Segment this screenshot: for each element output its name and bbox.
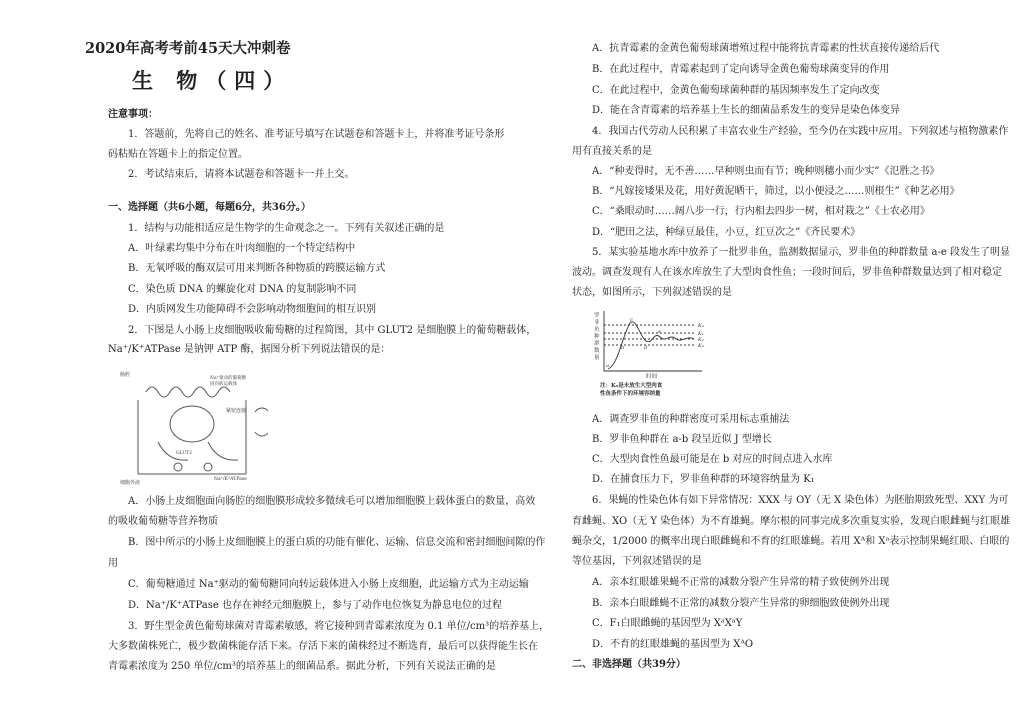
question-line: 4．我国古代劳动人民积累了丰富农业生产经验，至今仍在实践中应用。下列叙述与植物激素作 — [592, 126, 1009, 137]
fig1-label: GLUT2 — [176, 451, 192, 456]
graph-ylabel: 罗 — [594, 313, 600, 319]
question-line: 3．野生型金黄色葡萄球菌对青霉素敏感，将它接种到青霉素浓度为 0.1 单位/cm³的培养基上， — [128, 621, 550, 632]
page-title: 2020年高考考前45天大冲刺卷 — [85, 40, 291, 57]
graph-note: 注：K₀是未放生大型肉食 — [600, 383, 663, 389]
question-line: 育雌蝇、XO（无 Y 染色体）为不育雄蝇。摩尔根的同事完成多次重复实验，发现白眼雌蝇与红眼雄 — [572, 516, 1011, 527]
question-line: D．“肥田之法，种绿豆最佳，小豆，红豆次之”《齐民要术》 — [592, 227, 861, 238]
k-label: K₃ — [698, 343, 704, 349]
question-line: 1．结构与功能相适应是生物学的生命观念之一。下列有关叙述正确的是 — [128, 223, 445, 234]
question-line: A．叶绿素均集中分布在叶肉细胞的一个特定结构中 — [128, 243, 356, 254]
question-line: 用有直接关系的是 — [572, 146, 652, 157]
point-label: a — [606, 363, 609, 369]
question-line: C．大型肉食性鱼最可能是在 b 对应的时间点进入水库 — [592, 454, 833, 465]
question-line: 蝇杂交，1/2000 的概率出现白眼雌蝇和不育的红眼雄蝇。若用 Xᴬ和 Xᵃ表示控制果蝇红眼、白眼的 — [572, 536, 1010, 547]
question-line: D．能在含青霉素的培养基上生长的细菌品系发生的变异是染色体变异 — [592, 105, 901, 116]
svg-text:群: 群 — [594, 341, 600, 347]
svg-text:数: 数 — [594, 348, 600, 354]
population-graph — [592, 307, 742, 399]
question-line: 6．果蝇的性染色体有如下异常情况：XXX 与 OY（无 X 染色体）为胚胎期致死型、XXY 为可 — [592, 495, 1009, 506]
fig1-label: Na⁺/K⁺ATPase — [214, 477, 247, 482]
notes-line: 2．考试结束后，请将本试题卷和答题卡一并上交。 — [128, 169, 355, 180]
point-label: d — [644, 345, 648, 351]
fig1-label: 细胞外液 — [120, 480, 141, 486]
intestine-cell-figure — [118, 362, 268, 486]
question-line: 5．某实验基地水库中放养了一批罗非鱼，监测数据显示，罗非鱼的种群数量 a-e 段发生了明显 — [592, 247, 1010, 258]
svg-text:鱼: 鱼 — [594, 327, 600, 333]
k-label: K₂ — [698, 337, 704, 343]
question-line: 状态，如图所示，下列叙述错误的是 — [572, 287, 732, 298]
question-line: B．图中所示的小肠上皮细胞膜上的蛋白质的功能有催化、运输、信息交流和密封细胞间隙的作 — [128, 537, 546, 548]
question-line: C．在此过程中，金黄色葡萄球菌种群的基因频率发生了定向改变 — [592, 85, 880, 96]
question-line: C．葡萄糖通过 Na⁺驱动的葡萄糖同向转运载体进入小肠上皮细胞，此运输方式为主动运输 — [128, 579, 529, 590]
question-line: B．罗非鱼种群在 a-b 段呈近似 J 型增长 — [592, 434, 772, 445]
question-line: 的吸收葡萄糖等营养物质 — [108, 516, 218, 527]
graph-xlabel: 时间 — [646, 374, 658, 380]
question-line: D．Na⁺/K⁺ATPase 也存在神经元细胞膜上，参与了动作电位恢复为静息电位的过程 — [128, 600, 502, 611]
notes-heading: 注意事项： — [108, 109, 158, 120]
section2-heading: 二、非选择题（共39分） — [572, 659, 686, 670]
question-line: A．调查罗非鱼的种群密度可采用标志重捕法 — [592, 414, 790, 425]
svg-text:量: 量 — [594, 355, 600, 361]
question-line: A．小肠上皮细胞面向肠腔的细胞膜形成较多微绒毛可以增加细胞膜上载体蛋白的数量，高效 — [128, 496, 536, 507]
question-line: D．内质网发生功能障碍不会影响动物细胞间的相互识别 — [128, 304, 377, 315]
question-line: C．F₁白眼雌蝇的基因型为 XᵃXᵃY — [592, 618, 743, 629]
graph-note: 性鱼条件下的环境容纳量 — [600, 391, 661, 397]
question-line: 用 — [108, 558, 118, 569]
question-line: 等位基因，下列叙述错误的是 — [572, 556, 702, 567]
question-line: B．在此过程中，青霉素起到了定向诱导金黄色葡萄球菌变异的作用 — [592, 64, 890, 75]
question-line: B．无氧呼吸的酶双层可用来判断各种物质的跨膜运输方式 — [128, 263, 386, 274]
section1-heading: 一、选择题（共6小题，每题6分，共36分。） — [108, 202, 311, 213]
question-line: 青霉素浓度为 250 单位/cm³的培养基上的细菌品系。据此分析，下列有关说法正确的是 — [108, 661, 496, 672]
svg-text:种: 种 — [594, 334, 600, 340]
fig1-label: 肠腔 — [120, 372, 131, 378]
point-label: e — [658, 329, 661, 335]
question-line: B．“凡嫁接矮果及花，用好黄泥晒干，筛过，以小便浸之……则根生”《种艺必用》 — [592, 186, 960, 197]
k-label: K₁ — [698, 331, 704, 337]
question-line: 2．下图是人小肠上皮细胞吸收葡萄糖的过程简图，其中 GLUT2 是细胞膜上的葡萄糖载体， — [128, 325, 537, 336]
point-label: c — [630, 317, 633, 323]
point-label: b — [621, 345, 625, 351]
fig1-label: 同向转运载体 — [210, 382, 237, 387]
svg-text:非: 非 — [594, 320, 600, 326]
question-line: A．亲本红眼雄果蝇不正常的减数分裂产生异常的精子致使例外出现 — [592, 577, 890, 588]
notes-line: 1．答题前，先将自己的姓名、准考证号填写在试题卷和答题卡上，并将准考证号条形 — [128, 129, 505, 140]
question-line: A．“种麦得时，无不善……早种则虫而有节；晚种则穗小而少实”《氾胜之书》 — [592, 166, 940, 177]
question-line: C．“桑眼动时……阔八步一行，行内相去四步一树，相对栽之”《士农必用》 — [592, 206, 930, 217]
question-line: D．在捕食压力下，罗非鱼种群的环境容纳量为 K₁ — [592, 474, 815, 485]
question-line: 大多数菌株死亡，极少数菌株能存活下来。存活下来的菌株经过不断选育，最后可以获得能生长在 — [108, 641, 538, 652]
fig1-label: Na⁺驱动的葡萄糖 — [210, 376, 246, 381]
fig1-label: 紧密连接 — [226, 408, 247, 414]
question-line: A．抗青霉素的金黄色葡萄球菌增殖过程中能将抗青霉素的性状直接传递给后代 — [592, 43, 940, 54]
question-line: B．亲本白眼雌蝇不正常的减数分裂产生异常的卵细胞致使例外出现 — [592, 598, 890, 609]
notes-line: 码粘贴在答题卡上的指定位置。 — [108, 149, 248, 160]
k-label: K₀ — [698, 323, 704, 329]
question-line: C．染色质 DNA 的螺旋化对 DNA 的复制影响不同 — [128, 284, 357, 295]
question-line: 波动。调查发现有人在该水库放生了大型肉食性鱼；一段时间后，罗非鱼种群数量达到了相对稳定 — [572, 267, 1002, 278]
page-subtitle: 生 物（四） — [132, 68, 293, 93]
question-line: Na⁺/K⁺ATPase 是钠钾 ATP 酶，据图分析下列说法错误的是： — [108, 344, 391, 355]
question-line: D．不育的红眼雄蝇的基因型为 XᴬO — [592, 639, 754, 650]
